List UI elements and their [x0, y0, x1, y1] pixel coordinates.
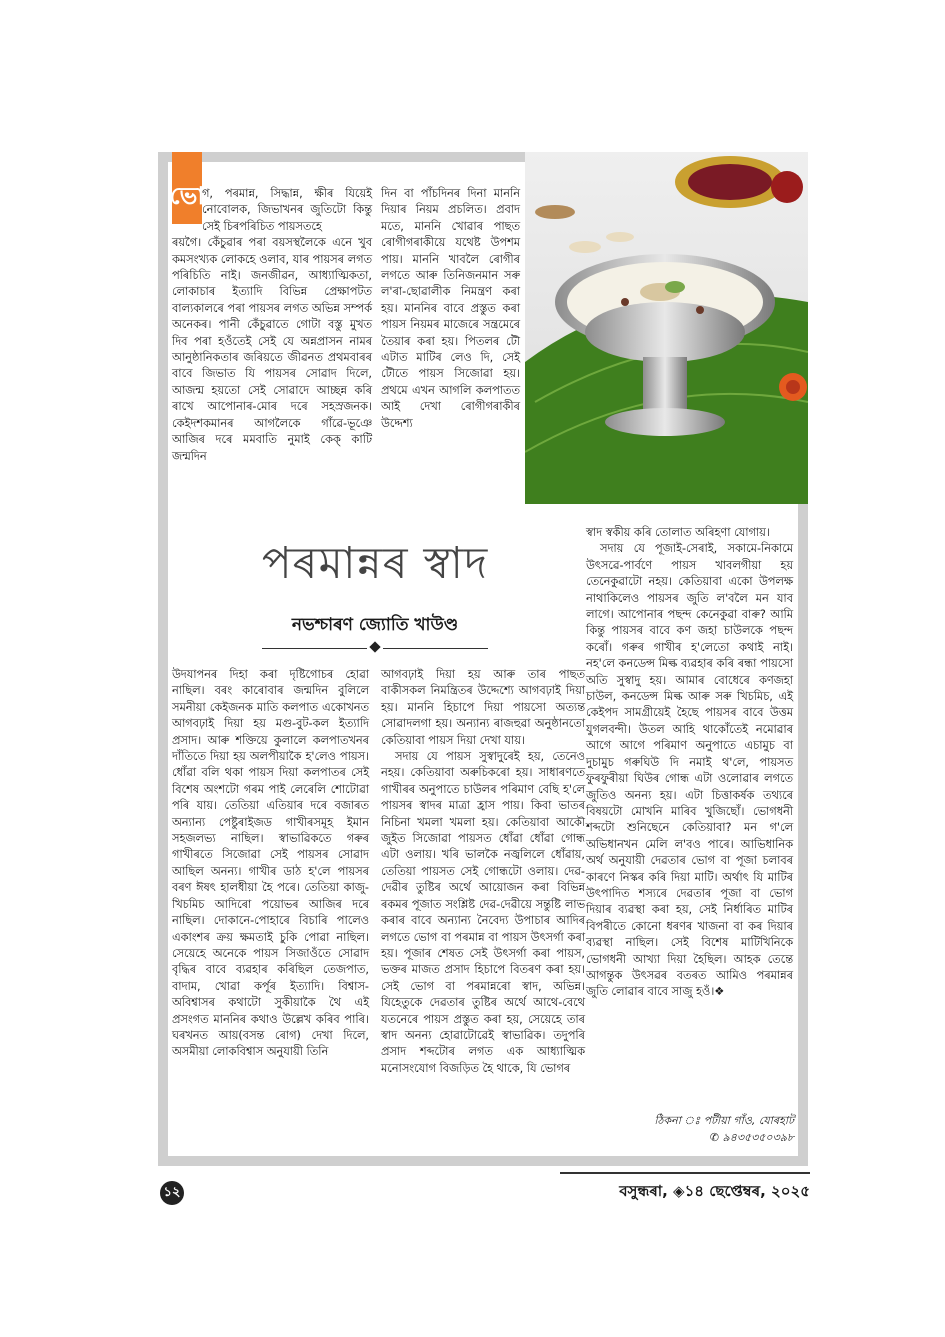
payas-photo — [525, 152, 808, 504]
frame-bottom — [158, 1156, 808, 1166]
ornament-line-right — [383, 648, 488, 649]
phone-line: ✆ ৯৪৩৫৩৫০৩৯৮ — [709, 1131, 794, 1144]
author-address — [600, 1112, 794, 1146]
lead-paragraph: গ, পৰমান্ন, সিদ্ধান্ন, ক্ষীৰ যিয়েই নোবোলক, জিভাখনৰ জুতিটো কিন্তু সেই চিৰপৰিচিত পায়সতহে — [202, 187, 372, 233]
column-3-text-2: সদায় যে পূজাই-সেৰাই, সকামে-নিকামে উৎসৱে-পাৰ্বণে পায়স খাবলগীয়া হয় তেনেকুৱাটো নহয়। কেতিয়াবা একো উপলক্ষ নাথাকিলেও পায়সৰ জুতি ল'বলৈ মন যাব লাগে। আপোনাৰ পছন্দ কেনেকুৱা বাৰু? আমি কিন্তু পায়সৰ বাবে কণ জহা চাউলকে পছন্দ কৰোঁ। গৰুৰ গাখীৰ হ'লেতো কথাই নাই। নহ'লে কনডেন্স মিল্ক ব্যৱহাৰ কৰি ৰন্ধা পায়সো অতি সুস্বাদু হয়। আমাৰ বোধেৰে কণজহা চাউল, কনডেন্স মিল্ক আৰু সৰু খিচমিচ, এই কেইপদ সামগ্ৰীয়েই হৈছে পায়সৰ বাবে উত্তম যুগলবন্দী। উতল আহি থাকোঁতেই নমোৱাৰ আগে আগে পৰিমাণ অনুপাতে এচামুচ বা দুচামুচ গৰুঘিউ দি নমাই থ'লে, পায়সত ফুৰফুৰীয়া ঘিউৰ গোন্ধ এটা ওলোৱাৰ লগতে জুতিও অনন্য হয়। এটা চিত্তাকৰ্ষক তথ্যৰে বিষয়টো মোখনি মাৰিব খুজিছোঁ। ভোগধনী শব্দটো শুনিছেনে কেতিয়াবা? মন গ'লে অভিধানখন মেলি ল'বও পাৰে। আভিধানিক অৰ্থ অনুযায়ী দেৱতাৰ ভোগ বা পূজা চলাবৰ কাৰণে নিস্কৰ কৰি দিয়া মাটি। অৰ্থাৎ যি মাটিৰ উৎপাদিত শস্যৰে দেৱতাৰ পূজা বা ভোগ দিয়াৰ ব্যৱস্থা কৰা হয়, সেই নিৰ্ধাৰিত মাটিৰ বিপৰীতে কোনো ধৰণৰ খাজনা বা কৰ দিয়াৰ ব্যৱস্থা নাছিল। সেই বিশেষ মাটিখিনিকে ভোগধনী আখ্যা দিয়া হৈছিল। আহক তেন্তে আগন্তুক উৎসৱৰ বতৰত আমিও পৰমান্নৰ জুতি লোৱাৰ বাবে সাজু হওঁ।❖ — [586, 542, 793, 999]
ornament-diamond-icon — [369, 641, 380, 652]
frame-left — [158, 152, 168, 1164]
address-line: ঠিকনা ঃ পটীয়া গাঁও, যোৰহাট — [654, 1114, 794, 1127]
column-2 — [381, 186, 520, 432]
column-5-text-1: আগবঢ়াই দিয়া হয় আৰু তাৰ পাছত বাকীসকল নিমন্ত্ৰিতৰ উদ্দেশ্যে আগবঢ়াই দিয়া হয়। মাননি হিচাপে দিয়া পায়সো অত্যন্ত সোৱাদলগা হয়। অন্যান্য ৰাজহুৱা অনুষ্ঠানতো কেতিয়াবা পায়স দিয়া দেখা যায়। — [381, 668, 585, 747]
page-number: ১২ — [160, 1181, 184, 1205]
column-2-text: দিন বা পাঁচদিনৰ দিনা মাননি দিয়াৰ নিয়ম প্ৰচলিত। প্ৰবাদ মতে, মাননি খোৱাৰ পাছত ৰোগীগৰাকীয়ে যথেষ্ট উপশম পায়। মাননি খাবলৈ ৰোগীৰ লগতে আৰু তিনিজনমান সৰু ল'ৰা-ছোৱালীক নিমন্ত্ৰণ কৰা হয়। মাননিৰ বাবে প্ৰস্তুত কৰা পায়স নিয়মৰ মাজেৰে সন্ত্ৰমেৰে তৈয়াৰ কৰা হয়। পিতলৰ টৌ এটাত মাটিৰ লেও দি, সেই টৌতে পায়স সিজোৱা হয়। প্ৰথমে এখন আগলি কলপাতত আই দেখা ৰোগীগৰাকীৰ উদ্দেশ্য — [381, 187, 520, 430]
column-1 — [172, 186, 372, 465]
column-1-text: ৰয়গৈ। কেঁচুৱাৰ পৰা বয়সস্থলৈকে এনে খুব কমসংখ্যক লোকহে ওলাব, যাৰ পায়সৰ লগত পৰিচিতি নাই। জনজীৱন, আধ্যাত্মিকতা, লোকাচাৰ ইত্যাদি বিভিন্ন প্ৰেক্ষাপটত বাল্যকালৰে পৰা পায়সৰ লগত অভিন্ন সম্পৰ্ক অনেকৰ। পানী কেঁচুৱাতে গোটা বস্তু মুখত দিব পৰা হওঁতেই সেই যে অন্নপ্ৰাসন নামৰ আনুষ্ঠানিকতাৰ জৰিয়তে জীৱনত প্ৰথমবাৰৰ বাবে জিভাত যি পায়সৰ সোৱাদ দিলে, আজন্ম হয়তো সেই সোৱাদে আচ্ছন্ন কৰি ৰাখে আপোনাৰ-মোৰ দৰে সহস্ৰজনক। কেইদশকমানৰ আগলৈকে গাঁৱে-ভূঞে আজিৰ দৰে মমবাতি নুমাই কেক্ কাটি জন্মদিন — [172, 236, 372, 463]
footer-rule — [560, 1172, 810, 1174]
footer-masthead: বসুন্ধৰা, ◈১৪ ছেপ্তেম্বৰ, ২০২৫ — [619, 1182, 810, 1200]
column-4-text: উদযাপনৰ দিহা কৰা দৃষ্টিগোচৰ হোৱা নাছিল। বৰং কাৰোবাৰ জন্মদিন বুলিলে সমনীয়া কেইজনক মাতি কলপাত একোখনত আগবঢ়াই দিয়া হয় মগু-বুট-কল ইত্যাদি প্ৰসাদ। আৰু শক্তিয়ে কুলালে কলপাতখনৰ দাঁতিতে দিয়া হয় অলপীয়াকৈ হ'লেও পায়স। ধোঁৱা বলি থকা পায়স দিয়া কলপাতৰ সেই বিশেষ অংশটো গৰম পাই লেৰেলি শোটোৱা পৰি যায়। তেতিয়া এতিয়াৰ দৰে বজাৰত অন্যান্য পেষ্টুৰাইজড গাখীৰসমূহ ইমান সহজলভ্য নাছিল। স্বাভাৱিকতে গৰুৰ গাখীৰতে সিজোৱা সেই পায়সৰ সোৱাদ আছিল অনন্য। গাখীৰ ডাঠ হ'লে পায়সৰ বৰণ ঈষৎ হালধীয়া হৈ পৰে। তেতিয়া কাজু-খিচমিচ আদিৰো পয়োভৰ আজিৰ দৰে নাছিল। দোকানে-পোহাৰে বিচাৰি পালেও একাংশৰ ক্ৰয় ক্ষমতাই চুকি পোৱা নাছিল। সেয়েহে অনেকে পায়স সিজাওঁতে সোৱাদ বৃদ্ধিৰ বাবে ব্যৱহাৰ কৰিছিল তেজপাত, বাদাম, খোৱা কৰ্পূৰ ইত্যাদি। বিশ্বাস-অবিশ্বাসৰ কথাটো সুকীয়াকৈ থৈ এই প্ৰসংগত মাননিৰ কথাও উল্লেখ কৰিব পাৰি। ঘৰখনত আয়(বসন্ত ৰোগ) দেখা দিলে, অসমীয়া লোকবিশ্বাস অনুযায়ী তিনি — [172, 668, 369, 1059]
column-5-text-2: সদায় যে পায়স সুস্বাদুৰেই হয়, তেনেও নহয়। কেতিয়াবা অৰুচিকৰো হয়। সাধাৰণতে গাখীৰৰ অনুপাতে চাউলৰ পৰিমাণ বেছি হ'লে পায়সৰ স্বাদৰ মাত্ৰা হ্ৰাস পায়। কিবা ভাতৰ নিচিনা খমলা খমলা হয়। কেতিয়াবা আকৌ জুইত সিজোৱা পায়সত ধোঁৱা ধোঁৱা গোন্ধ এটা ওলায়। খৰি ভালকৈ নজ্বলিলে ধোঁৱায়, তেতিয়া পায়সত সেই গোন্ধটো ওলায়। দেৱ-দেৱীৰ তুষ্টিৰ অৰ্থে আয়োজন কৰা বিভিন্ন ৰকমৰ পূজাত সংশ্লিষ্ট দেৱ-দেৱীয়ে সন্তুষ্টি লাভ কৰাৰ বাবে অন্যান্য নৈবেদ্য উপাচাৰ আদিৰ লগতে ভোগ বা পৰমান্ন বা পায়স উৎসৰ্গা কৰা হয়। পূজাৰ শেষত সেই উৎসৰ্গা কৰা পায়স, ভক্তৰ মাজত প্ৰসাদ হিচাপে বিতৰণ কৰা হয়। সেই ভোগ বা পৰমান্নৰো স্বাদ, অভিন্ন। যিহেতুকে দেৱতাৰ তুষ্টিৰ অৰ্থে আথে-বেথে যতনেৰে পায়স প্ৰস্তুত কৰা হয়, সেয়েহে তাৰ স্বাদ অনন্য হোৱাটোৱেই স্বাভাৱিক। তদুপৰি প্ৰসাদ শব্দটোৰ লগত এক আধ্যাত্মিক মনোসংযোগ বিজড়িত হৈ থাকে, যি ভোগৰ — [381, 750, 585, 1075]
drop-cap: ভো — [172, 152, 202, 224]
column-4 — [172, 667, 369, 1061]
author-name: নভশ্চাৰণ জ্যোতি খাউণ্ড — [291, 615, 459, 635]
column-3 — [586, 525, 793, 1001]
column-5 — [381, 667, 585, 1077]
article-title: পৰমান্নৰ স্বাদ — [261, 538, 489, 589]
ornament-line-left — [262, 648, 367, 649]
column-3-text-1: স্বাদ স্বকীয় কৰি তোলাত অৰিহণা যোগায়। — [586, 526, 770, 539]
payas-bowl-illustration — [525, 152, 808, 504]
